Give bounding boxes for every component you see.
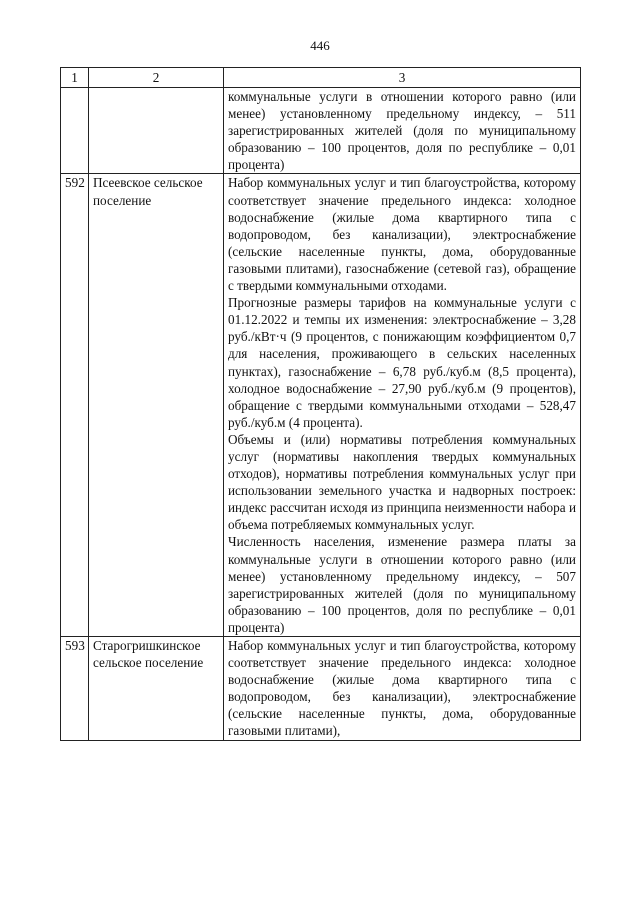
column-header: 1	[61, 68, 89, 88]
page-number: 446	[310, 38, 330, 53]
paragraph: Численность населения, изменение размера платы за коммунальные услуги в отношении которого равно (или менее) установленному предельному индексу, – 507 зарегистрированных жителей (доля по муниципальному образованию – 100 процентов, доля по республике – 0,01 процента)	[228, 534, 576, 635]
row-description	[224, 637, 581, 741]
settlement-name: Псеевское сельское поселение	[89, 174, 224, 637]
municipal-index-table	[60, 67, 581, 741]
paragraph: Объемы и (или) нормативы потребления коммунальных услуг (нормативы накопления твердых коммунальных отходов), нормативы потребления коммунальных услуг при использовании земельного участка и надворных построек: индекс рассчитан исходя из принципа неизменности набора и объема потребляемых коммунальных услуг.	[228, 431, 576, 533]
row-number	[61, 88, 89, 174]
paragraph: Прогнозные размеры тарифов на коммунальные услуги с 01.12.2022 и темпы их изменения: электроснабжение – 3,28 руб./кВт·ч (9 процентов, с понижающим коэффициентом 0,7 для населения, проживающего в сельских населенных пунктах), газоснабжение – 6,78 руб./куб.м (8,5 процента), холодное водоснабжение – 27,90 руб./куб.м (9 процентов), обращение с твердыми коммунальными отходами – 528,47 руб./куб.м (4 процента).	[228, 295, 576, 430]
table-row	[61, 174, 581, 637]
paragraph: Набор коммунальных услуг и тип благоустройства, которому соответствует значение предельного индекса: холодное водоснабжение (жилые дома квартирного типа с водопроводом, без канализации), электроснабжение (сельские населенные пункты, дома, оборудованные газовыми плитами), газоснабжение (сетевой газ), обращение с твердыми коммунальными отходами.	[228, 175, 576, 294]
settlement-name	[89, 88, 224, 174]
column-header: 3	[224, 68, 581, 88]
table-row	[61, 88, 581, 174]
column-header: 2	[89, 68, 224, 88]
table-row	[61, 637, 581, 741]
paragraph: коммунальные услуги в отношении которого равно (или менее) установленному предельному индексу, – 511 зарегистрированных жителей (доля по муниципальному образованию – 100 процентов, доля по республике – 0,01 процента)	[228, 89, 576, 173]
settlement-name: Старогришкинское сельское поселение	[89, 637, 224, 741]
row-description	[224, 174, 581, 637]
row-number: 592	[61, 174, 89, 637]
row-number: 593	[61, 637, 89, 741]
paragraph: Набор коммунальных услуг и тип благоустройства, которому соответствует значение предельного индекса: холодное водоснабжение (жилые дома квартирного типа с водопроводом, без канализации), электроснабжение (сельские населенные пункты, дома, оборудованные газовыми плитами),	[228, 638, 576, 739]
row-description	[224, 88, 581, 174]
table-header-row	[61, 68, 581, 88]
